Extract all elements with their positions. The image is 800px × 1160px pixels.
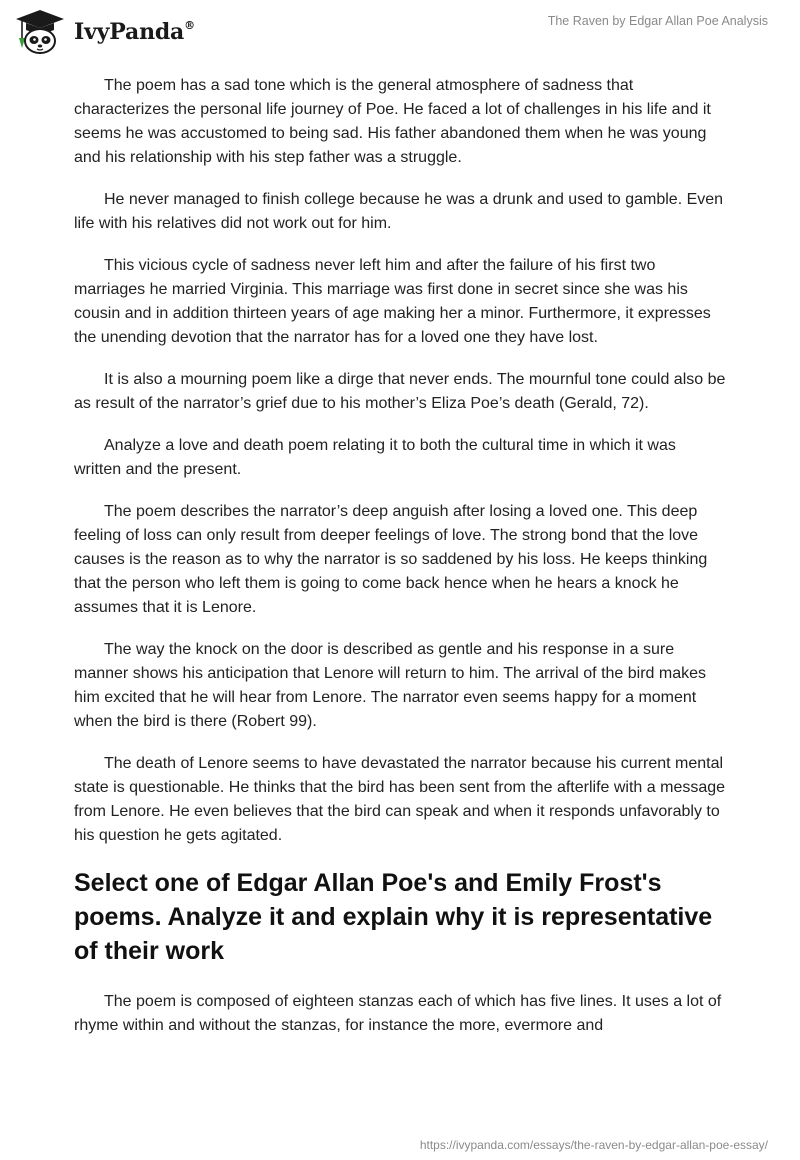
essay-content [74,74,726,1056]
logo-text: IvyPanda® [74,18,195,45]
panda-graduate-icon [12,8,68,56]
paragraph: The poem describes the narrator’s deep anguish after losing a loved one. This deep feeling of loss can only result from deeper feelings of love. The strong bond that the love causes is the reason as to why the narrator is so saddened by his loss. He keeps thinking that the person who left them is going to come back hence when he hears a knock he assumes that it is Lenore. [74,503,708,616]
paragraph: The poem has a sad tone which is the general atmosphere of sadness that characterizes the personal life journey of Poe. He faced a lot of challenges in his life and it seems he was accustomed to being sad. His father abandoned them when he was young and his relationship with his step father was a struggle. [74,77,711,166]
paragraph: He never managed to finish college because he was a drunk and used to gamble. Even life with his relatives did not work out for him. [74,191,724,232]
section-heading: Select one of Edgar Allan Poe's and Emily Frost's poems. Analyze it and explain why it is representative of their work [74,869,713,965]
paragraph: The way the knock on the door is described as gentle and his response in a sure manner shows his anticipation that Lenore will return to him. The arrival of the bird makes him excited that he will hear from Lenore. The narrator even seems happy for a moment when the bird is there (Robert 99). [74,641,707,730]
source-url[interactable]: https://ivypanda.com/essays/the-raven-by-edgar-allan-poe-essay/ [419,1138,768,1152]
paragraph: The death of Lenore seems to have devastated the narrator because his current mental state is questionable. He thinks that the bird has been sent from the afterlife with a message from Lenore. He even believes that the bird can speak and when it responds unfavorably to his question he gets agitated. [74,755,726,844]
paragraph: It is also a mourning poem like a dirge that never ends. The mournful tone could also be as result of the narrator’s grief due to his mother’s Eliza Poe’s death (Gerald, 72). [74,371,726,412]
paragraph: This vicious cycle of sadness never left him and after the failure of his first two marriages he married Virginia. This marriage was first done in secret since she was his cousin and in addition thirteen years of age making her a minor. Furthermore, it expresses the unending devotion that the narrator has for a loved one they have lost. [74,257,711,346]
page-header [0,0,800,64]
paragraph: The poem is composed of eighteen stanzas each of which has five lines. It uses a lot of rhyme within and without the stanzas, for instance the more, evermore and [74,993,722,1034]
document-title: The Raven by Edgar Allan Poe Analysis [547,14,768,28]
logo[interactable] [12,8,195,56]
paragraph: Analyze a love and death poem relating it to both the cultural time in which it was written and the present. [74,437,676,478]
